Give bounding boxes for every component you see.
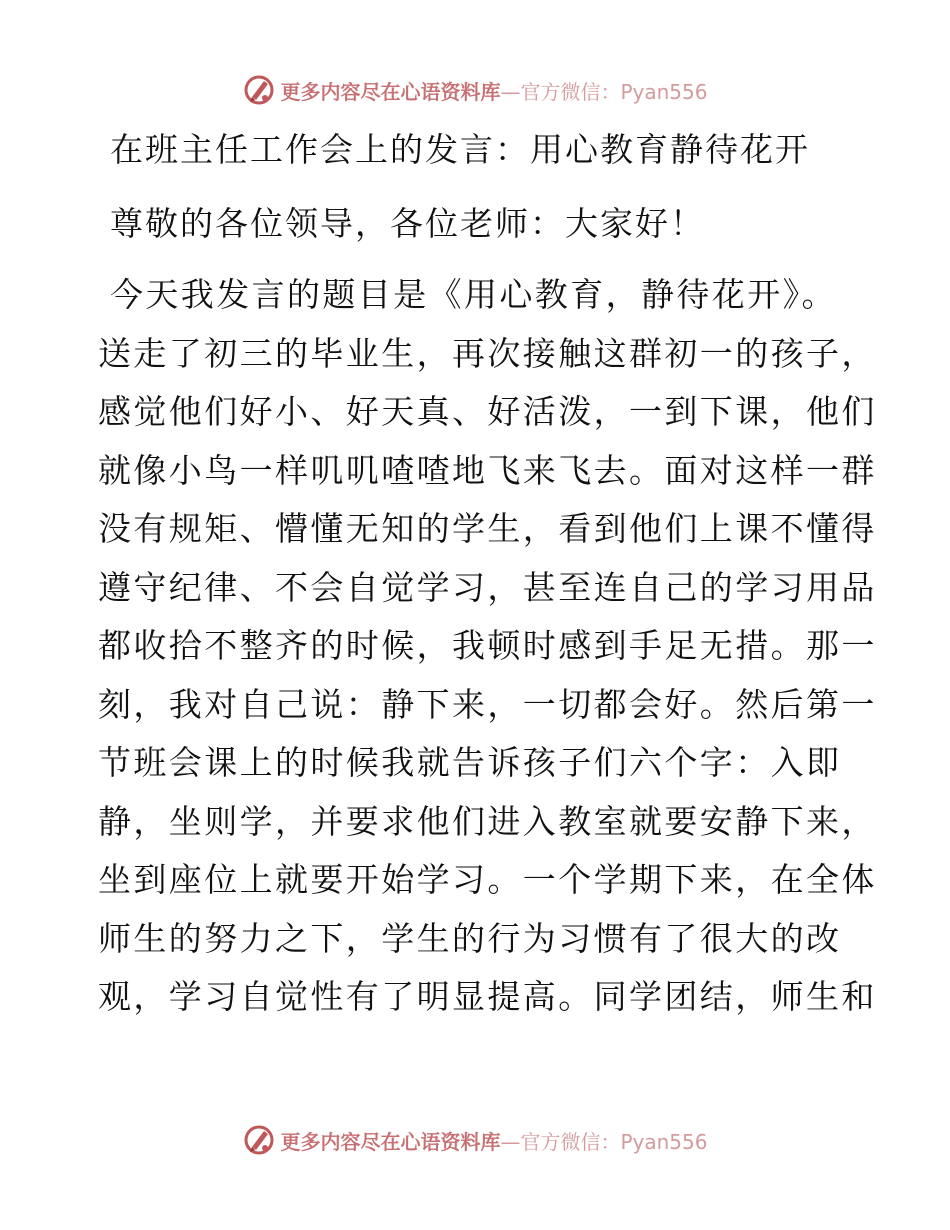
body-paragraph: [98, 266, 877, 1027]
paragraph-line: 感觉他们好小、好天真、好活泼，一到下课，他们: [98, 392, 877, 431]
banner-wechat: —官方微信：Pyan556: [500, 1129, 708, 1154]
banner-text: [280, 76, 707, 105]
paragraph-line: 节班会课上的时候我就告诉孩子们六个字：入即: [98, 743, 842, 782]
banner-wechat: —官方微信：Pyan556: [500, 79, 708, 104]
greeting-line: 尊敬的各位领导，各位老师：大家好！: [110, 204, 705, 243]
paragraph-line: 刻，我对自己说：静下来，一切都会好。然后第一: [98, 684, 877, 724]
paragraph-line: 遵守纪律、不会自觉学习，甚至连自己的学习用品: [98, 567, 877, 607]
footer-banner: [0, 1120, 950, 1160]
header-banner: [0, 70, 950, 110]
banner-text: [280, 1126, 707, 1155]
paragraph-line: 今天我发言的题目是《用心教育，静待花开》。: [110, 275, 837, 314]
pen-logo-icon: [242, 1123, 276, 1157]
banner-site-name: 更多内容尽在心语资料库: [280, 1129, 501, 1154]
banner-site-name: 更多内容尽在心语资料库: [280, 79, 501, 104]
paragraph-line: 师生的努力之下，学生的行为习惯有了很大的改: [98, 918, 842, 958]
document-title: 在班主任工作会上的发言：用心教育静待花开: [110, 130, 810, 169]
paragraph-line: 送走了初三的毕业生，再次接触这群初一的孩子，: [98, 333, 877, 373]
paragraph-line: 观，学习自觉性有了明显提高。同学团结，师生和: [98, 977, 877, 1016]
paragraph-line: 坐到座位上就要开始学习。一个学期下来，在全体: [98, 860, 877, 899]
paragraph-line: 没有规矩、懵懂无知的学生，看到他们上课不懂得: [98, 509, 877, 548]
paragraph-line: 就像小鸟一样叽叽喳喳地飞来飞去。面对这样一群: [98, 450, 877, 490]
paragraph-line: 静，坐则学，并要求他们进入教室就要安静下来，: [98, 801, 877, 841]
paragraph-line: 都收拾不整齐的时候，我顿时感到手足无措。那一: [98, 626, 877, 665]
pen-logo-icon: [242, 73, 276, 107]
